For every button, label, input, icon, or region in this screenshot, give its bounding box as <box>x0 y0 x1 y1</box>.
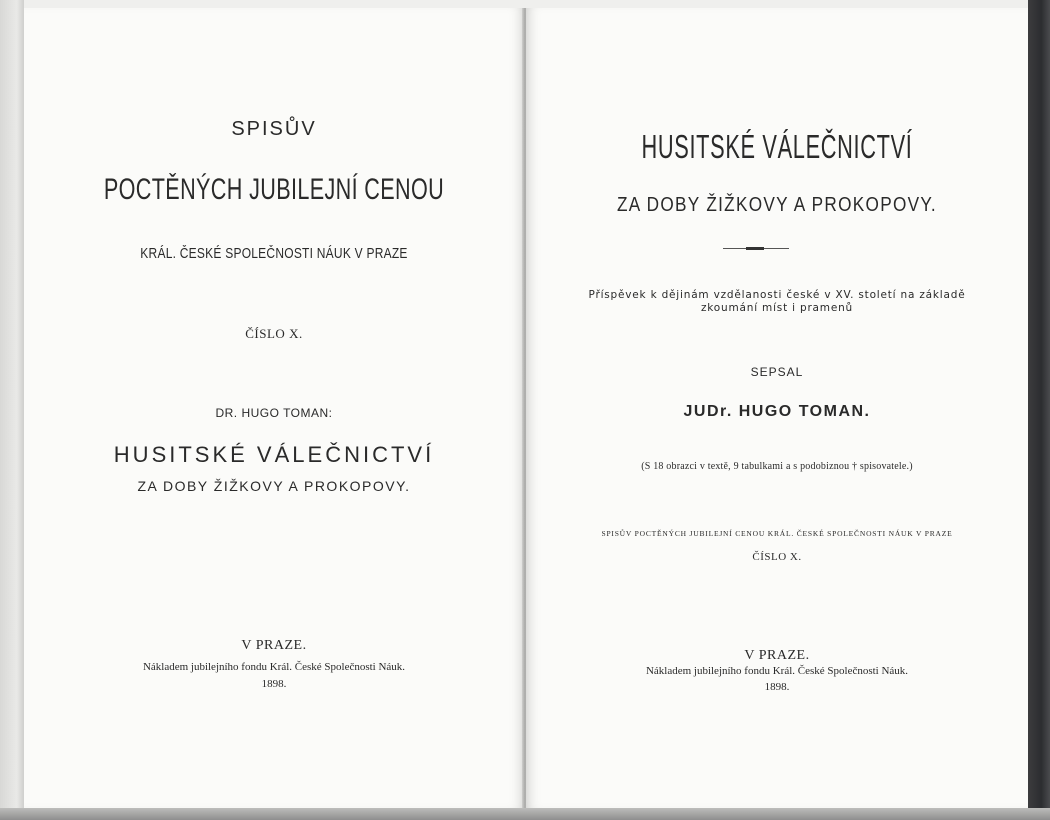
publisher-line: Nákladem jubilejního fondu Král. České Společnosti Náuk. <box>645 665 909 677</box>
decorative-rule-center <box>746 247 764 250</box>
book-title: HUSITSKÉ VÁLEČNICTVÍ <box>641 128 913 165</box>
book-title: HUSITSKÉ VÁLEČNICTVÍ <box>113 442 435 467</box>
publication-place: V PRAZE. <box>241 638 307 653</box>
wrote-label: SEPSAL <box>750 365 804 379</box>
publication-year: 1898. <box>764 681 790 693</box>
subheading-line-1: Příspěvek k dějinám vzdělanosti české v XV. století na základě <box>588 289 966 301</box>
volume-number: ČÍSLO X. <box>245 326 303 341</box>
society-label: KRÁL. ČESKÉ SPOLEČNOSTI NÁUK V PRAZE <box>140 245 408 262</box>
volume-number: ČÍSLO X. <box>752 551 802 563</box>
book-subtitle: ZA DOBY ŽIŽKOVY A PROKOPOVY. <box>616 194 938 216</box>
publication-place: V PRAZE. <box>744 648 810 663</box>
series-line: SPISŮV POCTĚNÝCH JUBILEJNÍ CENOU KRÁL. ČESKÉ SPOLEČNOSTI NÁUK V PRAZE <box>601 529 953 538</box>
illustrations-note: (S 18 obrazci v textě, 9 tabulkami a s podobiznou † spisovatele.) <box>641 461 913 472</box>
publisher-line: Nákladem jubilejního fondu Král. České Společnosti Náuk. <box>142 661 406 673</box>
book-subtitle: ZA DOBY ŽIŽKOVY A PROKOPOVY. <box>137 478 411 494</box>
left-page <box>24 8 524 808</box>
right-page <box>526 8 1028 808</box>
publication-year: 1898. <box>261 678 287 690</box>
book-bottom-edge <box>0 808 1050 820</box>
subheading-line-2: zkoumání míst i pramenů <box>700 302 853 314</box>
book-cover-right-edge <box>1028 0 1050 820</box>
honored-label: POCTĚNÝCH JUBILEJNÍ CENOU <box>103 173 445 206</box>
series-label: SPISŮV <box>231 118 317 140</box>
book-cover-left-edge <box>0 0 24 820</box>
author-name: DR. HUGO TOMAN: <box>215 406 333 420</box>
author-name: JUDr. HUGO TOMAN. <box>683 403 871 420</box>
